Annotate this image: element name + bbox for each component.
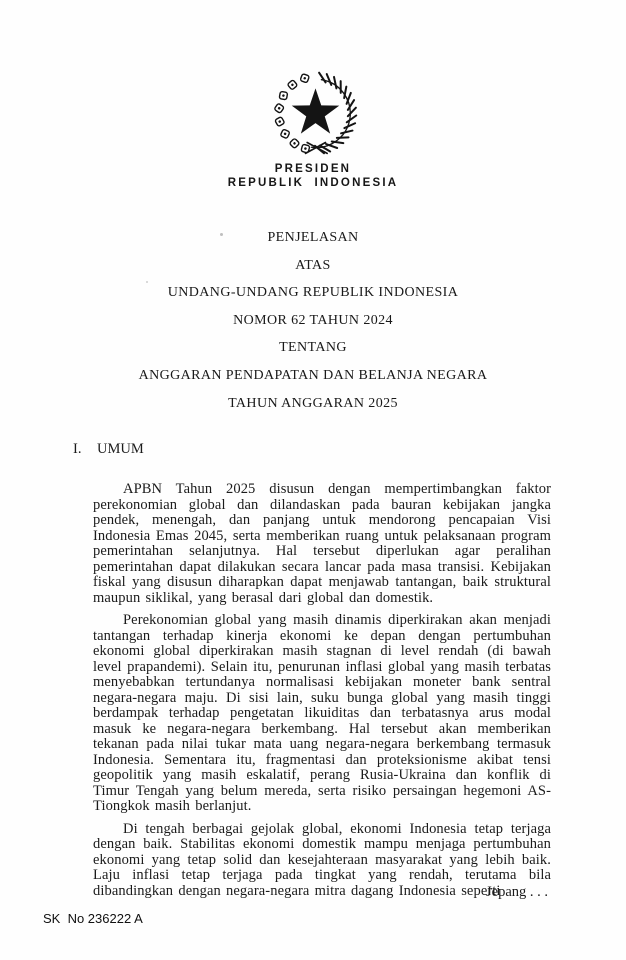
- title-block: [0, 224, 626, 417]
- title-tahun-anggaran: TAHUN ANGGARAN 2025: [228, 395, 398, 411]
- paragraph-apbn-2025: APBN Tahun 2025 disusun dengan mempertimbangkan faktor perekonomian global dan dilandaskan pada bauran kebijakan jangka pendek, menengah, dan panjang untuk mendorong pencapaian Visi Indonesia Emas 2045, serta memberikan ruang untuk pelaksanaan program pemerintahan selanjutnya. Hal tersebut diperlukan agar peralihan pemerintahan dapat dilakukan secara lancar pada masa transisi. Kebijakan fiskal yang disusun diharapkan dapat menjawab tantangan, baik struktural maupun siklikal, yang berasal dari global dan domestik.: [93, 481, 551, 606]
- doc-code: SK No 236222 A: [43, 911, 143, 926]
- title-nomor-tahun: NOMOR 62 TAHUN 2024: [233, 312, 393, 328]
- title-penjelasan: PENJELASAN: [267, 230, 359, 245]
- section-heading-umum: [73, 441, 144, 458]
- presidential-seal-icon: [263, 70, 363, 160]
- star-glyph: [292, 88, 340, 133]
- emblem-container: [0, 70, 626, 165]
- body-text: [93, 482, 551, 906]
- section-numeral: I.: [73, 441, 82, 457]
- letterhead: [0, 162, 626, 190]
- letterhead-presiden: PRESIDEN: [274, 163, 352, 175]
- paragraph-ekonomi-indonesia: Di tengah berbagai gejolak global, ekonomi Indonesia tetap terjaga dengan baik. Stabilitas ekonomi domestik mampu menjaga pertumbuhan ekonomi yang tetap solid dan kesejahteraan masyarakat yang lebih baik. Laju inflasi tetap terjaga pada tingkat yang rendah, terutama bila dibandingkan dengan negara-negara mitra dagang Indonesia seperti: [93, 820, 551, 899]
- section-title: UMUM: [97, 441, 144, 457]
- letterhead-republik-indonesia: REPUBLIK INDONESIA: [227, 177, 399, 189]
- title-undang-undang: UNDANG-UNDANG REPUBLIK INDONESIA: [167, 285, 459, 301]
- catchword: Jepang . . .: [485, 884, 548, 900]
- title-atas: ATAS: [295, 257, 331, 273]
- title-tentang: TENTANG: [279, 340, 347, 356]
- paragraph-perekonomian-global: Perekonomian global yang masih dinamis diperkirakan akan menjadi tantangan terhadap kinerja ekonomi ke depan dengan pertumbuhan ekonomi global diperkirakan masih stagnan di level rendah (di bawah level prapandemi). Selain itu, penurunan inflasi global yang masih terbatas menyebabkan tertundanya normalisasi kebijakan moneter bank sentral negara-negara maju. Di sisi lain, suku bunga global yang masih tinggi berdampak terhadap pengetatan likuiditas dan terbatasnya arus modal masuk ke negara-negara berkembang. Hal tersebut akan memberikan tekanan pada nilai tukar mata uang negara-negara berkembang termasuk Indonesia. Sementara itu, fragmentasi dan proteksionisme akibat tensi geopolitik yang masih eskalatif, perang Rusia-Ukraina dan konflik di Timur Tengah yang belum mereda, serta risiko persaingan hegemoni AS-Tiongkok masih berlanjut.: [93, 612, 551, 814]
- title-anggaran: ANGGARAN PENDAPATAN DAN BELANJA NEGARA: [138, 367, 488, 383]
